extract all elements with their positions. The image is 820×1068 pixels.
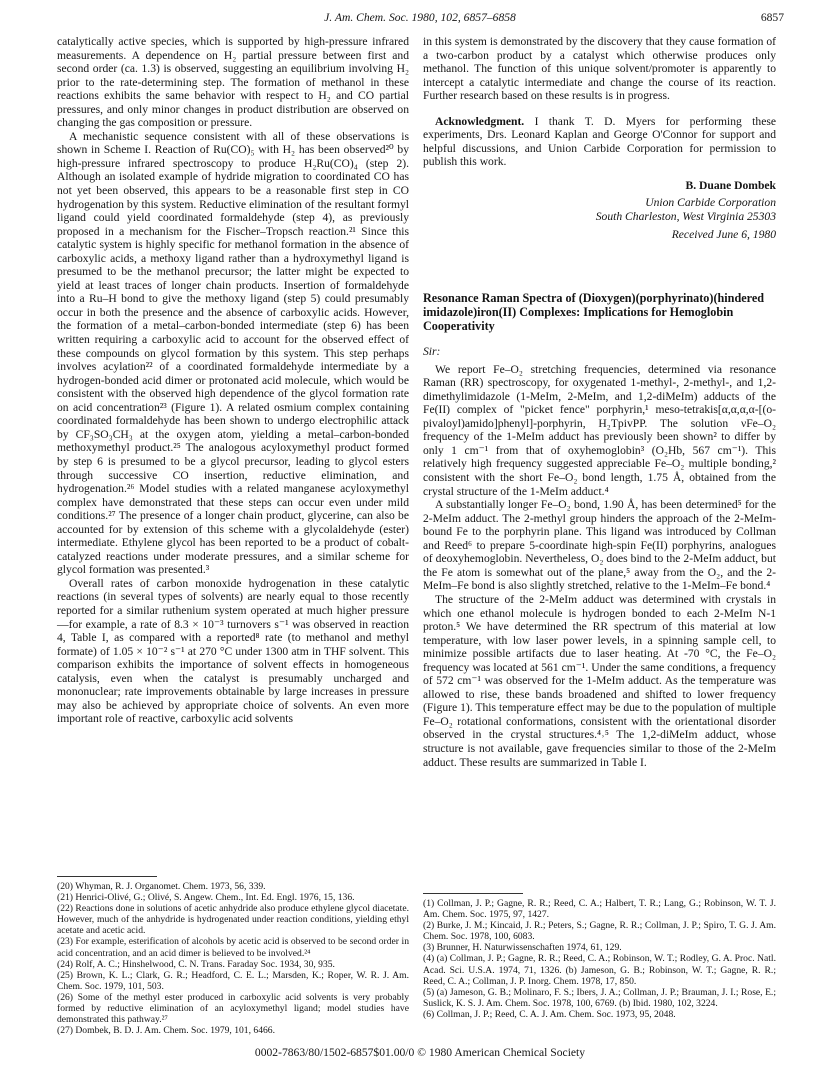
acknowledgment-label: Acknowledgment. <box>435 114 525 128</box>
journal-citation: J. Am. Chem. Soc. 1980, 102, 6857–6858 <box>324 11 516 24</box>
running-header <box>56 11 784 29</box>
footnote: (20) Whyman, R. J. Organomet. Chem. 1973, 56, 339. <box>57 881 266 892</box>
footnote: (2) Burke, J. M.; Kincaid, J. R.; Peters, S.; Gagne, R. R.; Collman, J. P.; Spiro, T. G. J. Am. Chem. Soc. 1978, 100, 6083. <box>423 920 776 943</box>
affiliation: Union Carbide Corporation <box>645 196 776 210</box>
footnote: (5) (a) Jameson, G. B.; Molinaro, F. S.; Ibers, J. A.; Collman, J. P.; Brauman, J. I.; Rose, E.; Suslick, K. S. J. Am. Chem. Soc. 1978, 100, 6769. (b) Ibid. 1980, 102, 3224. <box>423 986 776 1009</box>
paragraph: A mechanistic sequence consistent with all of these observations is shown in Scheme I. Reaction of Ru(CO)₅ with H₂ has been observed²⁰ by high-pressure infrared spectroscopy to produce H₂Ru(CO)₄ (step 2). Although an isolated example of hydride migration to coordinated CO has not yet been observed, this appears to be a reasonable first step in CO hydrogenation by this system. Reductive elimination of the resultant formyl ligand could yield coordinated formaldehyde (step 4), as previously proposed in a mechanism for the Fischer–Tropsch reaction.²¹ Since this catalytic system is highly specific for methanol formation in the absence of carboxylic acids, a methoxy ligand rather than a hydroxymethyl ligand is presumed to be the methanol precursor; the latter might be expected to yield at least traces of longer chain products. Insertion of formaldehyde into a Ru–H bond to give the methoxy ligand (step 5) could presumably occur in both the presence and the absence of carboxylic acids. However, the formation of a metal–carbon-bonded intermediate (step 6) has been written requiring a carboxylic acid to account for the observed effect of these compounds on glycol formation by this system. This step perhaps involves acylation²² of a coordinated formaldehyde intermediate by a hydrogen-bonded acid dimer or protonated acid molecule, which would be consistent with the observed high dependence of the glycol formation rate on acid concentration²³ (Figure 1). A related osmium complex containing coordinated formaldehyde has been shown to undergo electrophilic attack by CF₃SO₃CH₃ at the oxygen atom, yielding a metal–carbon-bonded methoxymethyl product.²⁵ The analogous acyloxymethyl product formed by step 6 is presumed to be a glycol precursor, leading to glycol esters through successive CO insertion, reductive elimination, and hydrogenation.²⁶ Model studies with a related manganese acyloxymethyl complex have demonstrated that these steps can occur even under mild conditions.²⁷ The presence of a longer chain product, glycerine, can also be accounted for by extension of this scheme with a glycolaldehyde (ester) intermediate. Ethylene glycol has been reported to be a product of cobalt-catalyzed reactions under moderate pressures, and a similar scheme for glycol formation was presented.³ <box>57 129 409 577</box>
acknowledgment <box>423 115 776 169</box>
paragraph: in this system is demonstrated by the discovery that they cause formation of a two-carbon product by a catalyst which otherwise produces only methanol. The function of this unique solvent/promoter is apparently to intercept a catalytic intermediate and change the course of its reaction. Further research based on these results is in progress. <box>423 35 776 103</box>
footnote: (26) Some of the methyl ester produced in carboxylic acid solvents is very probably formed by reductive elimination of an acyloxymethyl ligand; model studies have demonstrated this pathway.²⁷ <box>57 991 409 1026</box>
footnote: (27) Dombek, B. D. J. Am. Chem. Soc. 1979, 101, 6466. <box>57 1025 275 1037</box>
paragraph: A substantially longer Fe–O₂ bond, 1.90 Å, has been determined⁵ for the 2-MeIm adduct. The 2-methyl group hinders the approach of the 2-MeIm-bound Fe to the porphyrin plane. This ligand was introduced by Collman and Reed⁶ to prepare 5-coordinate high-spin Fe(II) porphyrins, analogues of deoxyhemoglobin. Nevertheless, O₂ does bind to the 2-MeIm adduct, but the Fe atom is somewhat out of the plane,⁵ away from the O₂, and the 2-MeIm–Fe bond is also slightly stretched, relative to the 1-MeIm–Fe bond.⁴ <box>423 498 776 593</box>
footnote-rule <box>423 893 523 894</box>
footnote: (23) For example, esterification of alcohols by acetic acid is observed to be second order in acid concentration, and an acid dimer is believed to be involved.²⁴ <box>57 936 409 959</box>
left-column <box>57 35 409 726</box>
article-title: Resonance Raman Spectra of (Dioxygen)(porphyrinato)(hindered imidazole)iron(II) Complexes: Implications for Hemoglobin Cooperativity <box>423 291 765 334</box>
footnote: (25) Brown, K. L.; Clark, G. R.; Headford, C. E. L.; Marsden, K.; Roper, W. R. J. Am. Chem. Soc. 1979, 101, 503. <box>57 969 409 992</box>
footnote: (22) Reactions done in solutions of acetic anhydride also produce ethylene glycol diacetate. However, much of the anhydride is hydrogenated under reaction conditions, yielding ethyl acetate and acetic acid. <box>57 903 409 937</box>
footnote: (21) Henrici-Olivé, G.; Olivé, S. Angew. Chem., Int. Ed. Engl. 1976, 15, 136. <box>57 892 355 904</box>
acknowledgment-text: I thank T. D. Myers for performing these experiments, Drs. Leonard Kaplan and George O'Connor for support and helpful discussions, and Union Carbide Corporation for permission to publish this work. <box>423 114 776 169</box>
paragraph: catalytically active species, which is supported by high-pressure infrared measurements. A dependence on H₂ partial pressure between first and second order (ca. 1.3) is observed, suggesting an equilibrium involving H₂ prior to the rate-determining step. The formation of methanol in these reactions exhibits the same behavior with respect to H₂ and CO partial pressures, and only minor changes in product distribution are observed on changing the gas composition or pressure. <box>57 35 409 130</box>
paragraph: We report Fe–O₂ stretching frequencies, determined via resonance Raman (RR) spectroscopy, for oxygenated 1-methyl-, 2-methyl-, and 1,2-dimethylimidazole (1-MeIm, 2-MeIm, and 1,2-diMeIm) adducts of the Fe(II) complex of "picket fence" porphyrin,¹ meso-tetrakis[α,α,α,α-[(o-pivaloyl)amido]phenyl]-porphyrin, H₂TpivPP. The solution νFe–O₂ frequency of the 1-MeIm adduct has previously been shown² to differ by only 1 cm⁻¹ from that of oxyhemoglobin³ (O₂Hb, 567 cm⁻¹). This relatively high frequency suggested appreciable Fe–O₂ multiple bonding,² consistent with the short Fe–O₂ bond length, 1.75 Å, obtained from the crystal structure of the 1-MeIm adduct.⁴ <box>423 362 776 498</box>
footnotes-right <box>423 893 776 1020</box>
footnote: (24) Rolf, A. C.; Hinshelwood, C. N. Trans. Faraday Soc. 1934, 30, 935. <box>57 958 335 970</box>
salutation: Sir: <box>423 345 441 359</box>
footnote-rule <box>57 876 157 877</box>
received-date: Received June 6, 1980 <box>671 227 776 241</box>
footnote: (6) Collman, J. P.; Reed, C. A. J. Am. Chem. Soc. 1973, 95, 2048. <box>423 1008 676 1020</box>
footnote: (1) Collman, J. P.; Gagne, R. R.; Reed, C. A.; Halbert, T. R.; Lang, G.; Robinson, W. T. J. Am. Chem. Soc. 1975, 97, 1427. <box>423 898 776 921</box>
copyright-footer: 0002-7863/80/1502-6857$01.00/0 © 1980 American Chemical Society <box>254 1046 586 1059</box>
paragraph: Overall rates of carbon monoxide hydrogenation in these catalytic reactions (in several types of solvents) are nearly equal to those recently reported for a similar ruthenium system operated at much higher pressure—for example, a rate of 8.3 × 10⁻³ turnovers s⁻¹ was observed in reaction 4, Table I, as compared with a reported⁸ rate (to methanol and methyl formate) of 1.05 × 10⁻² s⁻¹ at 270 °C under 1300 atm in THF solvent. This comparison exhibits the importance of solvent effects in homogeneous catalysis, even when the catalyst is presumably uncharged and mononuclear; rate improvements obtainable by large increases in pressure may also be achieved by appropriate choice of solvents. An even more important role of reactive, carboxylic acid solvents <box>57 576 409 726</box>
page-number: 6857 <box>760 11 784 24</box>
affiliation-address: South Charleston, West Virginia 25303 <box>595 210 776 224</box>
paragraph: The structure of the 2-MeIm adduct was determined with crystals in which one ethanol molecule is hydrogen bonded to each 2-MeIm N-1 proton.⁵ We have determined the RR spectrum of this material at low temperature, with low laser power levels, in a spinning sample cell, to minimize possible artifacts due to laser heating. At -70 °C, the Fe–O₂ frequency was located at 561 cm⁻¹. Under the same conditions, a frequency of 572 cm⁻¹ was observed for the 1-MeIm adduct. As the temperature was allowed to rise, these bands broadened and shifted to lower frequency (Figure 1). This temperature effect may be due to the population of multiple Fe–O₂ rotational conformations, consistent with the orientational disorder observed in the crystal structures.⁴˒⁵ The 1,2-diMeIm adduct, whose structure is not available, gave frequencies similar to those of the 2-MeIm adduct. These results are summarized in Table I. <box>423 592 776 769</box>
author-name: B. Duane Dombek <box>685 178 776 192</box>
right-column <box>423 35 776 769</box>
footnotes-left <box>57 876 409 1036</box>
footnote: (4) (a) Collman, J. P.; Gagne, R. R.; Reed, C. A.; Robinson, W. T.; Rodley, G. A. Proc. Natl. Acad. Sci. U.S.A. 1974, 71, 1326. (b) Jameson, G. B.; Robinson, W. T.; Gagne, R. R.; Reed, C. A.; Collman, J. P. Inorg. Chem. 1978, 17, 850. <box>423 953 776 987</box>
footnote: (3) Brunner, H. Naturwissenschaften 1974, 61, 129. <box>423 942 622 954</box>
